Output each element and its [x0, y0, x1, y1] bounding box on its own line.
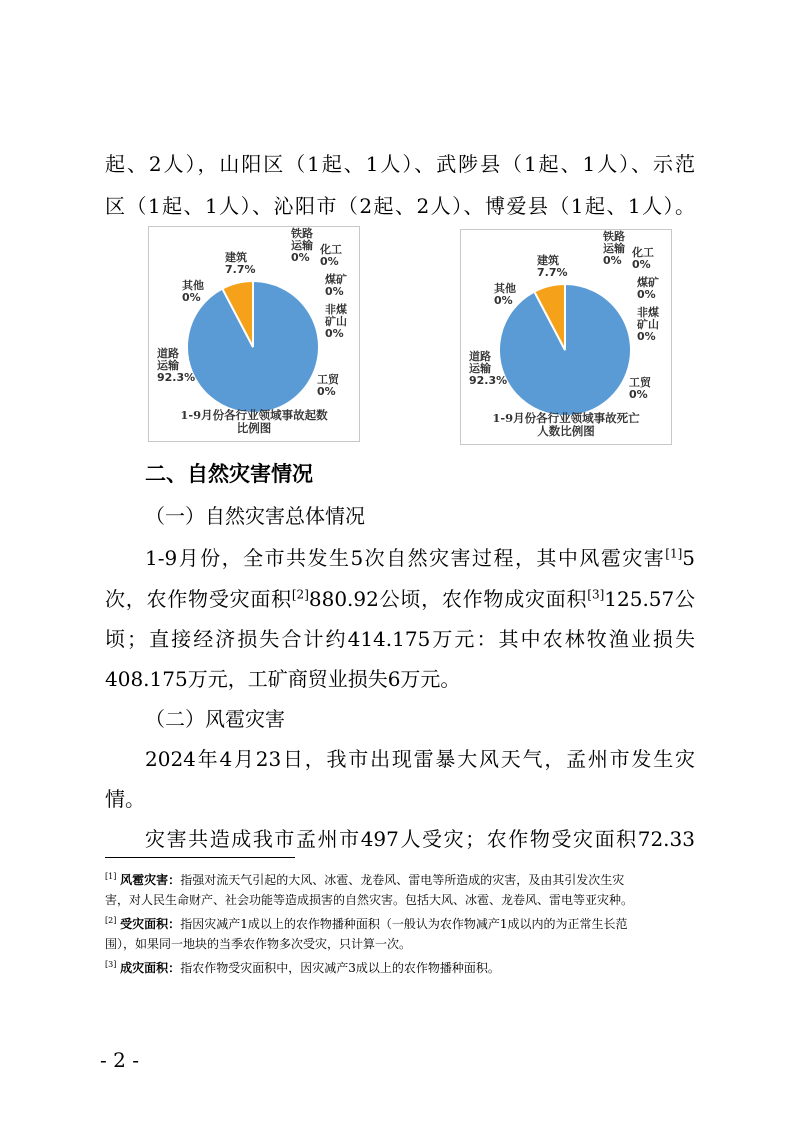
slice-label: 工贸 — [629, 376, 651, 389]
slice-value-label: 0% — [320, 255, 339, 268]
footnote-divider — [105, 857, 295, 858]
slice-label: 工贸 — [317, 373, 339, 386]
slice-label: 铁路 — [603, 230, 625, 243]
slice-label: 道路 — [157, 347, 179, 360]
slice-label: 煤矿 — [325, 273, 347, 286]
chart-title: 人数比例图 — [537, 424, 595, 438]
slice-value-label: 0% — [325, 285, 344, 298]
slice-value-label: 0% — [494, 294, 513, 307]
body-line: 408.175万元，工矿商贸业损失6万元。 — [105, 667, 461, 691]
footnote-3: [3] 成灾面积：指农作物受灾面积中，因灾减产3成以上的农作物播种面积。 — [105, 960, 500, 975]
slice-value-label: 92.3% — [157, 371, 196, 384]
footnote-1-cont: 害，对人民生命财产、社会功能等造成损害的自然灾害。包括大风、冰雹、龙卷风、雷电等亚灾种。 — [105, 893, 634, 907]
pie-chart-incidents — [148, 226, 360, 442]
slice-label: 煤矿 — [637, 276, 659, 289]
slice-label: 运输 — [469, 362, 491, 375]
slice-label: 化工 — [632, 246, 654, 259]
body-line: 区（1起、1人）、沁阳市（2起、2人）、博爱县（1起、1人）。 — [105, 194, 695, 218]
chart-title: 1-9月份各行业领域事故起数 — [180, 408, 328, 422]
slice-value-label: 0% — [637, 288, 656, 301]
footnote-2: [2] 受灾面积：指因灾减产1成以上的农作物播种面积（一般认为农作物减产1成以内的为正常生长范 — [105, 916, 628, 931]
slice-value-label: 0% — [637, 330, 656, 343]
slice-label: 非煤 — [325, 303, 347, 316]
body-line: 起、2人），山阳区（1起、1人）、武陟县（1起、1人）、示范 — [105, 152, 695, 176]
slice-label: 矿山 — [325, 315, 347, 328]
slice-label: 其他 — [494, 282, 516, 295]
subsection-title: （一）自然灾害总体情况 — [145, 504, 365, 528]
slice-label: 运输 — [291, 239, 313, 252]
slice-label: 矿山 — [637, 318, 659, 331]
footnote-ref[interactable]: [1] — [665, 546, 683, 561]
slice-value-label: 0% — [325, 327, 344, 340]
footnote-ref[interactable]: [2] — [291, 587, 309, 602]
body-line: 顷；直接经济损失合计约414.175万元：其中农林牧渔业损失 — [105, 627, 695, 651]
slice-value-label: 7.7% — [537, 266, 568, 279]
pie-chart-svg — [149, 227, 359, 441]
chart-title: 1-9月份各行业领域事故死亡 — [492, 411, 640, 425]
body-line: 情。 — [105, 787, 145, 811]
slice-label: 化工 — [320, 243, 342, 256]
slice-label: 铁路 — [291, 227, 313, 240]
body-line: 1-9月份，全市共发生5次自然灾害过程，其中风雹灾害[1]5 — [145, 546, 695, 570]
slice-value-label: 0% — [317, 385, 336, 398]
body-line: 2024年4月23日，我市出现雷暴大风天气，孟州市发生灾 — [145, 747, 695, 771]
footnote-1: [1] 风雹灾害：指强对流天气引起的大风、冰雹、龙卷风、雷电等所造成的灾害，及由其引发次生灾 — [105, 872, 625, 887]
slice-label: 运输 — [603, 242, 625, 255]
footnote-2-cont: 围），如果同一地块的当季农作物多次受灾，只计算一次。 — [105, 937, 412, 951]
body-line: 灾害共造成我市孟州市497人受灾；农作物受灾面积72.33 — [145, 827, 695, 851]
slice-label: 非煤 — [637, 306, 659, 319]
slice-value-label: 92.3% — [469, 374, 508, 387]
pie-chart-svg — [461, 230, 671, 444]
slice-value-label: 0% — [603, 254, 622, 267]
page-number: - 2 - — [100, 1048, 139, 1072]
slice-label: 道路 — [469, 350, 491, 363]
chart-title: 比例图 — [236, 421, 272, 435]
slice-value-label: 0% — [182, 291, 201, 304]
slice-label: 建筑 — [225, 251, 247, 264]
slice-value-label: 0% — [291, 251, 310, 264]
pie-chart-deaths — [460, 229, 672, 445]
section-title: 二、自然灾害情况 — [145, 462, 313, 486]
slice-label: 建筑 — [537, 254, 559, 267]
slice-label: 运输 — [157, 359, 179, 372]
slice-value-label: 0% — [632, 258, 651, 271]
subsection-title: （二）风雹灾害 — [145, 707, 285, 731]
slice-value-label: 0% — [629, 388, 648, 401]
slice-label: 其他 — [182, 279, 204, 292]
footnote-ref[interactable]: [3] — [587, 587, 605, 602]
slice-value-label: 7.7% — [225, 263, 256, 276]
body-line: 次，农作物受灾面积[2]880.92公顷，农作物成灾面积[3]125.57公 — [105, 587, 696, 611]
